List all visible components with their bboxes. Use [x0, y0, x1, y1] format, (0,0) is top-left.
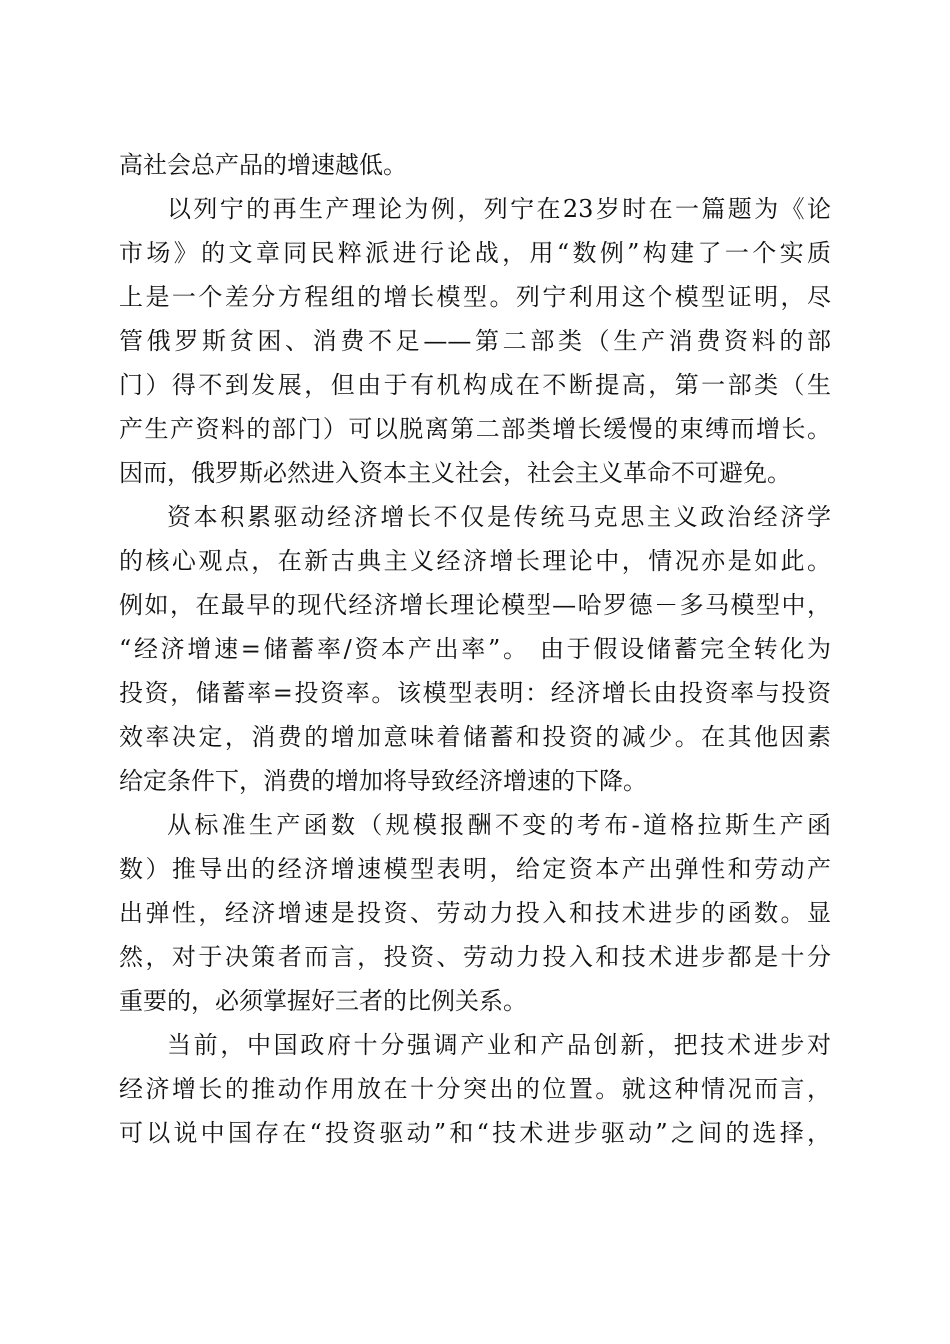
paragraph-start-line: 当前，中国政府十分强调产业和产品创新，把技术进步对 — [167, 1031, 831, 1059]
paragraph-start-line: 以列宁的再生产理论为例，列宁在23岁时在一篇题为《论 — [167, 195, 831, 223]
text-line: 然，对于决策者而言，投资、劳动力投入和技术进步都是十分 — [119, 943, 831, 971]
text-line: 重要的，必须掌握好三者的比例关系。 — [119, 987, 527, 1015]
text-line: 投资，储蓄率=投资率。该模型表明：经济增长由投资率与投资 — [119, 679, 831, 707]
text-line: 经济增长的推动作用放在十分突出的位置。就这种情况而言， — [119, 1075, 831, 1103]
text-line: 高社会总产品的增速越低。 — [119, 151, 407, 179]
text-line: 市场》的文章同民粹派进行论战，用“数例”构建了一个实质 — [119, 239, 831, 267]
paragraph-start-line: 资本积累驱动经济增长不仅是传统马克思主义政治经济学 — [167, 503, 831, 531]
text-line: 产生产资料的部门）可以脱离第二部类增长缓慢的束缚而增长。 — [119, 415, 831, 443]
text-line: 管俄罗斯贫困、消费不足——第二部类（生产消费资料的部 — [119, 327, 831, 355]
paragraph-start-line: 从标准生产函数（规模报酬不变的考布-道格拉斯生产函 — [167, 811, 831, 839]
text-line: 因而，俄罗斯必然进入资本主义社会，社会主义革命不可避免。 — [119, 459, 791, 487]
text-line: 上是一个差分方程组的增长模型。列宁利用这个模型证明，尽 — [119, 283, 831, 311]
text-line: 出弹性，经济增速是投资、劳动力投入和技术进步的函数。显 — [119, 899, 831, 927]
text-line: 效率决定，消费的增加意味着储蓄和投资的减少。在其他因素 — [119, 723, 831, 751]
text-line: 可以说中国存在“投资驱动”和“技术进步驱动”之间的选择， — [119, 1119, 831, 1147]
text-line: 例如，在最早的现代经济增长理论模型—哈罗德－多马模型中， — [119, 591, 831, 619]
text-line: 数）推导出的经济增速模型表明，给定资本产出弹性和劳动产 — [119, 855, 831, 883]
body-text — [119, 143, 831, 1155]
text-line: 的核心观点，在新古典主义经济增长理论中，情况亦是如此。 — [119, 547, 831, 575]
text-line: “经济增速=储蓄率/资本产出率”。 由于假设储蓄完全转化为 — [119, 635, 831, 663]
text-line: 门）得不到发展，但由于有机构成在不断提高，第一部类（生 — [119, 371, 831, 399]
text-line: 给定条件下，消费的增加将导致经济增速的下降。 — [119, 767, 647, 795]
